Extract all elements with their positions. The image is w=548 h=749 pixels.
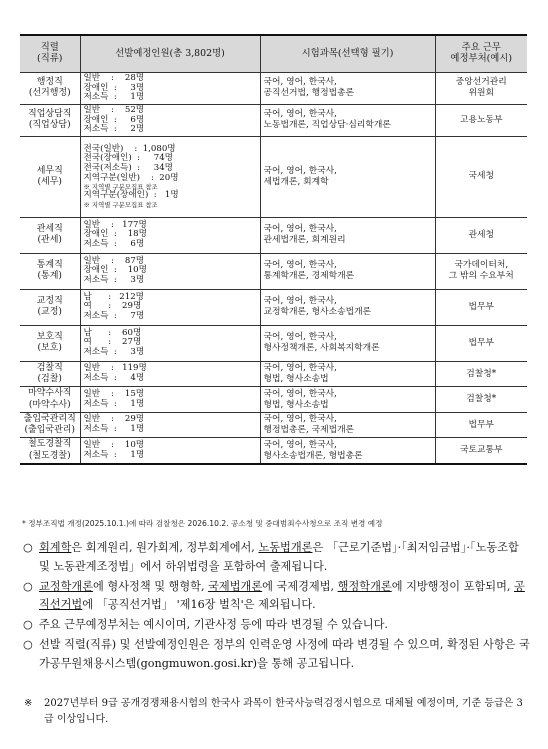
underlined-term: 회계학 bbox=[39, 541, 72, 554]
header-line: 시험과목(선택형 필기) bbox=[301, 47, 394, 59]
table-row bbox=[20, 412, 527, 438]
cell-quota-line: 저소득 : 7명 bbox=[83, 311, 145, 322]
cell-department bbox=[435, 136, 527, 217]
cell-quota bbox=[80, 325, 260, 361]
cell-job-series bbox=[20, 253, 80, 289]
cell-job-series bbox=[20, 412, 80, 438]
cell-quota bbox=[80, 253, 260, 289]
cell-subjects-line: 국어, 영어, 한국사, bbox=[263, 439, 337, 450]
cell-quota-line: 일반 : 52명 bbox=[83, 104, 145, 115]
cell-job-series-line: (선거행정) bbox=[28, 88, 71, 99]
cell-quota-line: 장애인 : 3명 bbox=[83, 82, 145, 93]
cell-subjects-line: 노동법개론, 직업상담·심리학개론 bbox=[263, 120, 391, 131]
table-row bbox=[20, 217, 527, 253]
cell-subjects-line: 국어, 영어, 한국사, bbox=[263, 224, 337, 235]
cell-subjects-line: 형사소송법개론, 형법총론 bbox=[263, 450, 363, 461]
cell-department-line: 검찰청* bbox=[466, 368, 497, 379]
cell-subjects-line: 국어, 영어, 한국사, bbox=[263, 332, 337, 343]
bullet-item bbox=[23, 578, 531, 616]
bullet-text bbox=[39, 636, 531, 674]
table-row bbox=[20, 325, 527, 361]
note-mark: ※ bbox=[24, 698, 33, 709]
cell-subjects bbox=[260, 73, 435, 105]
bullet-mark: ○ bbox=[23, 618, 33, 632]
bullet-mark: ○ bbox=[23, 541, 33, 554]
cell-subjects bbox=[260, 412, 435, 438]
bullet-item bbox=[23, 636, 531, 674]
bullet-text-part: 은 회계원리, 원가회계, 정부회계에서, bbox=[71, 541, 259, 554]
cell-job-series-line: (세무) bbox=[37, 176, 62, 187]
header-job-series bbox=[20, 35, 80, 73]
cell-department-line: 중앙선거관리 bbox=[455, 77, 507, 88]
cell-job-series-line: 통계직 bbox=[36, 260, 63, 270]
table-row bbox=[20, 361, 527, 387]
cell-quota bbox=[80, 217, 260, 253]
cell-job-series-line: (직업상담) bbox=[28, 120, 71, 131]
underlined-term: 노동법개론 bbox=[258, 541, 313, 554]
korean-history-note bbox=[24, 696, 530, 728]
bullet-text-part: 주요 근무예정부처는 예시이며, 기관사정 등에 따라 변경될 수 있습니다. bbox=[39, 618, 388, 632]
cell-quota bbox=[80, 438, 260, 464]
cell-subjects bbox=[260, 253, 435, 289]
cell-subjects-line: 교정학개론, 형사소송법개론 bbox=[263, 307, 372, 318]
bullet-text-part: 은 「근로기준법」·「최저임금법」·「노동조합 및 노동관계조정법」에서 하위법령을 포함하여 출제됩니다. bbox=[39, 541, 519, 573]
cell-job-series-line: (관세) bbox=[37, 235, 62, 246]
bullet-text-part: 선발 직렬(직류) 및 선발예정인원은 정부의 인력운영 사정에 따라 변경될 수 있으며, 확정된 사항은 국가공무원채용시스템(gongmuwon.gosi.kr)을 통해 공고됩니다. bbox=[39, 638, 530, 670]
cell-subjects bbox=[260, 361, 435, 387]
cell-job-series bbox=[20, 325, 80, 361]
cell-department bbox=[435, 104, 527, 136]
cell-subjects-line: 형사정책개론, 사회복지학개론 bbox=[263, 343, 380, 354]
cell-job-series-line: 출입국관리직 bbox=[23, 413, 76, 424]
underlined-term: 행정학개론 bbox=[337, 579, 392, 593]
cell-quota-line: 저소득 : 4명 bbox=[83, 373, 145, 383]
cell-department-line: 국가데이터처, bbox=[454, 260, 509, 271]
cell-department-line: 고용노동부 bbox=[460, 114, 503, 125]
cell-department bbox=[435, 325, 527, 361]
cell-department bbox=[435, 361, 527, 387]
footnote: * 정부조직법 개정(2025.10.1.)에 따라 검찰청은 2026.10.2. 공소청 및 중대범죄수사청으로 조직 변경 예정 bbox=[22, 519, 383, 528]
cell-quota-line: 일반 : 10명 bbox=[83, 439, 145, 450]
table-row bbox=[20, 253, 527, 289]
cell-quota-line: 일반 : 28명 bbox=[83, 73, 145, 83]
bullet-text-part: 에 국제경제법, bbox=[262, 579, 338, 593]
table-row bbox=[20, 438, 527, 464]
cell-subjects-line: 통계학개론, 경제학개론 bbox=[263, 271, 355, 282]
cell-job-series bbox=[20, 387, 80, 413]
cell-subjects bbox=[260, 104, 435, 136]
cell-quota bbox=[80, 73, 260, 105]
cell-quota-line: 장애인 : 6명 bbox=[83, 114, 145, 125]
table-row bbox=[20, 387, 527, 413]
cell-job-series bbox=[20, 217, 80, 253]
cell-quota-line: 지역구분(일반) : 20명 bbox=[83, 172, 179, 183]
cell-subjects-line: 국어, 영어, 한국사, bbox=[263, 165, 337, 176]
cell-department bbox=[435, 289, 527, 325]
cell-job-series-line: 마약수사직 bbox=[28, 388, 72, 399]
cell-quota-line: 지역구분(장애인) : 1명 bbox=[83, 190, 179, 201]
cell-quota bbox=[80, 387, 260, 413]
header-line: 주요 근무 bbox=[461, 42, 501, 54]
header-line: 선발예정인원(총 3,802명) bbox=[115, 47, 225, 59]
cell-subjects-line: 세법개론, 회계학 bbox=[263, 176, 329, 187]
cell-quota bbox=[80, 104, 260, 136]
cell-subjects-line: 국어, 영어, 한국사, bbox=[263, 77, 337, 88]
cell-quota bbox=[80, 136, 260, 217]
cell-quota-line: 저소득 : 1명 bbox=[83, 424, 145, 434]
cell-subjects-line: 행정법총론, 국제법개론 bbox=[263, 425, 355, 435]
cell-job-series-line: 직업상담직 bbox=[28, 109, 72, 120]
cell-quota-line: 전국(저소득) : 34명 bbox=[83, 162, 173, 173]
cell-subjects-line: 공직선거법, 행정법총론 bbox=[263, 88, 355, 99]
cell-quota-line: 저소득 : 3명 bbox=[83, 347, 145, 358]
cell-department bbox=[435, 412, 527, 438]
cell-department-line: 검찰청* bbox=[466, 394, 497, 404]
cell-quota-line: 저소득 : 1명 bbox=[83, 92, 145, 103]
cell-subjects-line: 국어, 영어, 한국사, bbox=[263, 260, 337, 271]
cell-quota-line: 저소득 : 1명 bbox=[83, 449, 145, 460]
cell-quota-line: 장애인 : 18명 bbox=[83, 229, 147, 240]
table-row bbox=[20, 73, 527, 105]
bullet-text bbox=[39, 616, 531, 635]
cell-department-line: 국토교통부 bbox=[460, 445, 503, 455]
bullet-text bbox=[39, 578, 531, 616]
cell-subjects bbox=[260, 136, 435, 217]
cell-department bbox=[435, 253, 527, 289]
cell-department bbox=[435, 438, 527, 464]
cell-quota-line: 저소득 : 2명 bbox=[83, 124, 145, 135]
cell-job-series-line: (보호) bbox=[37, 343, 62, 354]
cell-quota-line: 저소득 : 3명 bbox=[83, 275, 145, 286]
cell-quota-line: 일반 : 87명 bbox=[83, 255, 145, 266]
cell-department-line: 위원회 bbox=[468, 88, 494, 99]
cell-job-series-line: 검찰직 bbox=[36, 362, 63, 373]
underlined-term: 국제법개론 bbox=[208, 579, 263, 593]
cell-subjects-line: 관세법개론, 회계원리 bbox=[263, 235, 346, 246]
cell-department-line: 법무부 bbox=[468, 419, 494, 430]
bullet-text-part: 에 「공직선거법」 '제16장 벌칙'은 제외됩니다. bbox=[82, 598, 316, 612]
cell-job-series-line: 행정직 bbox=[36, 77, 63, 88]
cell-department bbox=[435, 217, 527, 253]
cell-job-series bbox=[20, 104, 80, 136]
underlined-term: 공직선거법 bbox=[39, 579, 525, 612]
cell-job-series bbox=[20, 361, 80, 387]
cell-quota-line: 장애인 : 10명 bbox=[83, 265, 147, 276]
cell-job-series-line: 세무직 bbox=[36, 165, 63, 176]
cell-subjects bbox=[260, 289, 435, 325]
cell-quota-line: 일반 : 29명 bbox=[83, 414, 145, 425]
bullet-mark: ○ bbox=[23, 638, 33, 652]
recruitment-table bbox=[20, 34, 527, 465]
cell-job-series bbox=[20, 438, 80, 464]
cell-quota-line: ※ 지역별 구분모집표 참조 bbox=[83, 200, 158, 209]
cell-job-series-line: 보호직 bbox=[36, 332, 63, 342]
bullet-text-part: 에 형사정책 및 행형학, bbox=[93, 579, 209, 593]
cell-quota-line: 전국(일반) : 1,080명 bbox=[83, 143, 176, 154]
bullet-item bbox=[23, 616, 531, 635]
cell-job-series-line: 철도경찰직 bbox=[28, 439, 72, 450]
cell-job-series-line: (출입국관리) bbox=[24, 425, 75, 435]
table-body bbox=[20, 73, 527, 464]
header-departments bbox=[435, 35, 527, 73]
cell-department bbox=[435, 387, 527, 413]
underlined-term: 교정학개론 bbox=[39, 579, 94, 593]
cell-department-line: 국세청 bbox=[468, 171, 494, 182]
cell-quota-line: 남 : 212명 bbox=[83, 291, 144, 302]
cell-job-series bbox=[20, 289, 80, 325]
table-row bbox=[20, 136, 527, 217]
cell-subjects-line: 국어, 영어, 한국사, bbox=[263, 109, 337, 120]
cell-job-series bbox=[20, 73, 80, 105]
cell-quota bbox=[80, 361, 260, 387]
bullet-text bbox=[39, 539, 531, 577]
cell-job-series-line: (교정) bbox=[37, 307, 62, 318]
header-quota bbox=[80, 35, 260, 73]
cell-quota-line: 저소득 : 1명 bbox=[83, 398, 145, 409]
cell-job-series-line: (검찰) bbox=[37, 374, 62, 384]
cell-job-series-line: (통계) bbox=[37, 271, 62, 282]
cell-job-series-line: 교정직 bbox=[36, 296, 63, 306]
cell-subjects bbox=[260, 438, 435, 464]
bullet-item bbox=[23, 539, 531, 577]
cell-subjects bbox=[260, 325, 435, 361]
bullet-text-part: 에 지방행정이 포함되며, bbox=[391, 579, 514, 593]
header-line: 예정부처(예시) bbox=[450, 53, 513, 64]
cell-subjects-line: 국어, 영어, 한국사, bbox=[263, 296, 337, 307]
cell-job-series bbox=[20, 136, 80, 217]
cell-quota-line: 일반 : 119명 bbox=[83, 363, 147, 374]
cell-department-line: 관세청 bbox=[468, 229, 494, 240]
cell-subjects bbox=[260, 387, 435, 413]
cell-quota bbox=[80, 289, 260, 325]
cell-subjects-line: 국어, 영어, 한국사, bbox=[263, 363, 337, 374]
cell-subjects-line: 형법, 형사소송법 bbox=[263, 399, 329, 410]
header-line: (직류) bbox=[37, 53, 63, 64]
cell-quota-line: ※ 지역별 구분모집표 참조 bbox=[83, 183, 158, 192]
table-row bbox=[20, 104, 527, 136]
cell-subjects bbox=[260, 217, 435, 253]
cell-quota bbox=[80, 412, 260, 438]
cell-subjects-line: 국어, 영어, 한국사, bbox=[263, 388, 337, 399]
header-subjects bbox=[260, 35, 435, 73]
cell-job-series-line: (마약수사) bbox=[28, 399, 71, 410]
recruitment-table-container bbox=[20, 34, 527, 465]
cell-subjects-line: 국어, 영어, 한국사, bbox=[263, 414, 337, 425]
cell-quota-line: 일반 : 15명 bbox=[83, 388, 145, 399]
cell-subjects-line: 형법, 형사소송법 bbox=[263, 374, 329, 384]
header-line: 직렬 bbox=[40, 42, 59, 54]
cell-department-line: 법무부 bbox=[468, 337, 494, 348]
cell-department-line: 법무부 bbox=[468, 301, 494, 312]
cell-quota-line: 일반 : 177명 bbox=[83, 219, 147, 230]
cell-job-series-line: 관세직 bbox=[36, 224, 63, 234]
cell-quota-line: 전국(장애인) : 74명 bbox=[83, 153, 173, 164]
cell-quota-line: 저소득 : 6명 bbox=[83, 239, 145, 250]
cell-quota-line: 여 : 27명 bbox=[83, 337, 142, 348]
cell-department-line: 그 밖의 수요부처 bbox=[448, 271, 514, 282]
notice-bullets bbox=[23, 539, 531, 675]
cell-job-series-line: (철도경찰) bbox=[28, 450, 71, 461]
bullet-mark: ○ bbox=[23, 579, 33, 593]
cell-quota-line: 남 : 60명 bbox=[83, 327, 142, 338]
note-text: 2027년부터 9급 공개경쟁채용시험의 한국사 과목이 한국사능력검정시험으로 대체될 예정이며, 기준 등급은 3급 이상입니다. bbox=[44, 698, 523, 725]
table-header-row bbox=[20, 35, 527, 73]
cell-department bbox=[435, 73, 527, 105]
cell-quota-line: 여 : 29명 bbox=[83, 301, 142, 312]
table-row bbox=[20, 289, 527, 325]
